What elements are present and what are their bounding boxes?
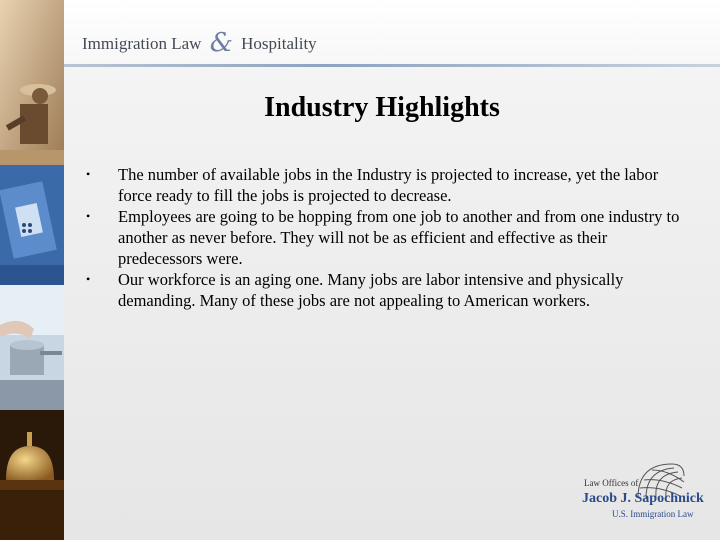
hotel-keycard-photo	[0, 165, 64, 285]
bullet-text: Our workforce is an aging one. Many jobs are labor intensive and physically demanding. Many of these jobs are not appealing to American workers.	[118, 270, 624, 310]
logo-tagline: U.S. Immigration Law	[612, 509, 694, 519]
header-divider	[64, 64, 720, 67]
waiter-photo	[0, 0, 64, 165]
bullet-item	[86, 206, 686, 269]
brand-ampersand: &	[209, 28, 233, 58]
bullet-text: Employees are going to be hopping from one job to another and from one industry to another as never before. They will not be as efficient and effective as their predecessors were.	[118, 207, 680, 268]
bullet-item	[86, 164, 686, 206]
brand-left-text: Immigration Law	[82, 34, 202, 53]
photo-strip	[0, 0, 64, 540]
bullet-marker: •	[86, 209, 91, 223]
law-office-logo	[582, 460, 702, 530]
brand-right-text: Hospitality	[241, 34, 317, 53]
bullet-item	[86, 269, 686, 311]
service-bell-photo	[0, 410, 64, 540]
brand-title	[82, 26, 317, 56]
bullet-text: The number of available jobs in the Industry is projected to increase, yet the labor force ready to fill the jobs is projected to decrease.	[118, 165, 659, 205]
logo-name: Jacob J. Sapochnick	[582, 491, 704, 506]
bullet-marker: •	[86, 167, 91, 181]
kitchen-pots-photo	[0, 285, 64, 410]
logo-prefix: Law Offices of	[584, 478, 639, 488]
slide-title: Industry Highlights	[264, 92, 500, 123]
bullet-list	[86, 164, 686, 311]
bullet-marker: •	[86, 272, 91, 286]
